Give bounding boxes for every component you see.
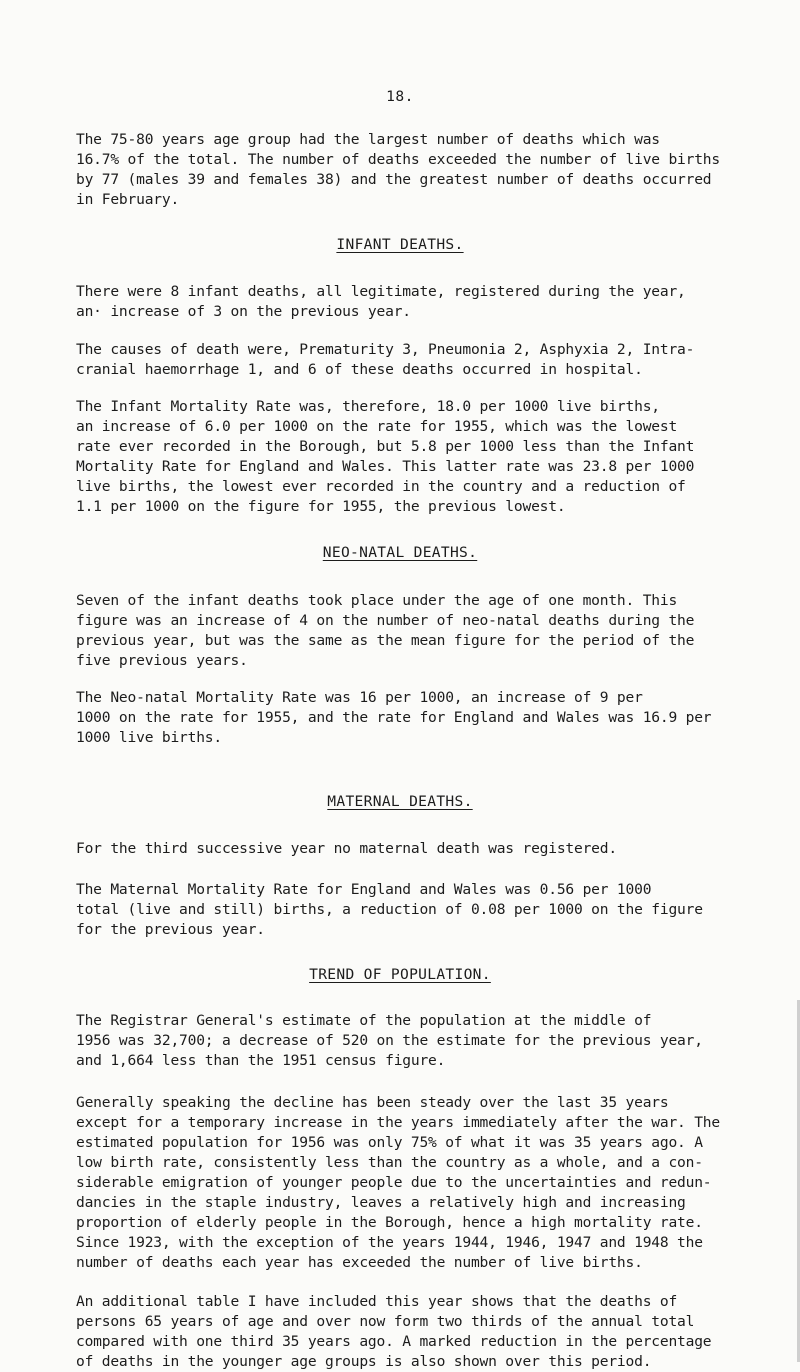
paragraph-neo-natal-deaths: Seven of the infant deaths took place under the age of one month. This figure was an increase of 4 on the number of neo-natal deaths during the previous year, but was the same as the mean figure for the period of the five previous years. bbox=[76, 592, 695, 669]
paragraph-causes-of-death: The causes of death were, Prematurity 3, Pneumonia 2, Asphyxia 2, Intra- cranial haemorrhage 1, and 6 of these deaths occurred in hospital. bbox=[76, 341, 695, 378]
paragraph-additional-table: An additional table I have included this year shows that the deaths of persons 65 years of age and over now form two thirds of the annual total compared with one third 35 years ago. A marked reduction in the percentage of deaths in the younger age groups is also shown over this period. bbox=[76, 1293, 712, 1370]
paragraph-infant-mortality-rate: The Infant Mortality Rate was, therefore, 18.0 per 1000 live births, an increase of 6.0 per 1000 on the rate for 1955, which was the lowest rate ever recorded in the Borough, but 5.8 per 1000 less than the Infant Mortality Rate for England and Wales. This latter rate was 23.8 per 1000 live births, the lowest ever recorded in the country and a reduction of 1.1 per 1000 on the figure for 1955, the previous lowest. bbox=[76, 398, 695, 515]
paragraph-population-estimate: The Registrar General's estimate of the population at the middle of 1956 was 32,700; a decrease of 520 on the estimate for the previous year, and 1,664 less than the 1951 census figure. bbox=[76, 1012, 703, 1069]
paragraph-neo-natal-mortality-rate: The Neo-natal Mortality Rate was 16 per 1000, an increase of 9 per 1000 on the rate for 1955, and the rate for England and Wales was 16.9 per 1000 live births. bbox=[76, 689, 712, 746]
paragraph-population-decline: Generally speaking the decline has been steady over the last 35 years except for a temporary increase in the years immediately after the war. The estimated population for 1956 was only 75% of what it was 35 years ago. A low birth rate, consistently less than the country as a whole, and a con- siderable emigration of younger people due to the uncertainties and redun- dancies in the staple industry, leaves a relatively high and increasing proportion of elderly people in the Borough, hence a high mortality rate. Since 1923, with the exception of the years 1944, 1946, 1947 and 1948 the number of deaths each year has exceeded the number of live births. bbox=[76, 1094, 720, 1271]
heading-maternal-deaths: MATERNAL DEATHS. bbox=[327, 793, 473, 810]
heading-infant-deaths: INFANT DEATHS. bbox=[336, 236, 464, 253]
paragraph-no-maternal-death: For the third successive year no maternal death was registered. bbox=[76, 840, 617, 857]
paragraph-infant-deaths-count: There were 8 infant deaths, all legitimate, registered during the year, an· increase of 3 on the previous year. bbox=[76, 283, 686, 320]
heading-neo-natal-deaths: NEO-NATAL DEATHS. bbox=[322, 544, 478, 561]
page-number: 18. bbox=[386, 88, 414, 105]
paragraph-age-group-deaths: The 75-80 years age group had the largest number of deaths which was 16.7% of the total. The number of deaths exceeded the number of live births by 77 (males 39 and females 38) and the greatest number of deaths occurred in February. bbox=[76, 131, 720, 208]
paragraph-maternal-mortality-rate: The Maternal Mortality Rate for England and Wales was 0.56 per 1000 total (live and still) births, a reduction of 0.08 per 1000 on the figure for the previous year. bbox=[76, 881, 703, 938]
heading-trend-of-population: TREND OF POPULATION. bbox=[309, 966, 491, 983]
